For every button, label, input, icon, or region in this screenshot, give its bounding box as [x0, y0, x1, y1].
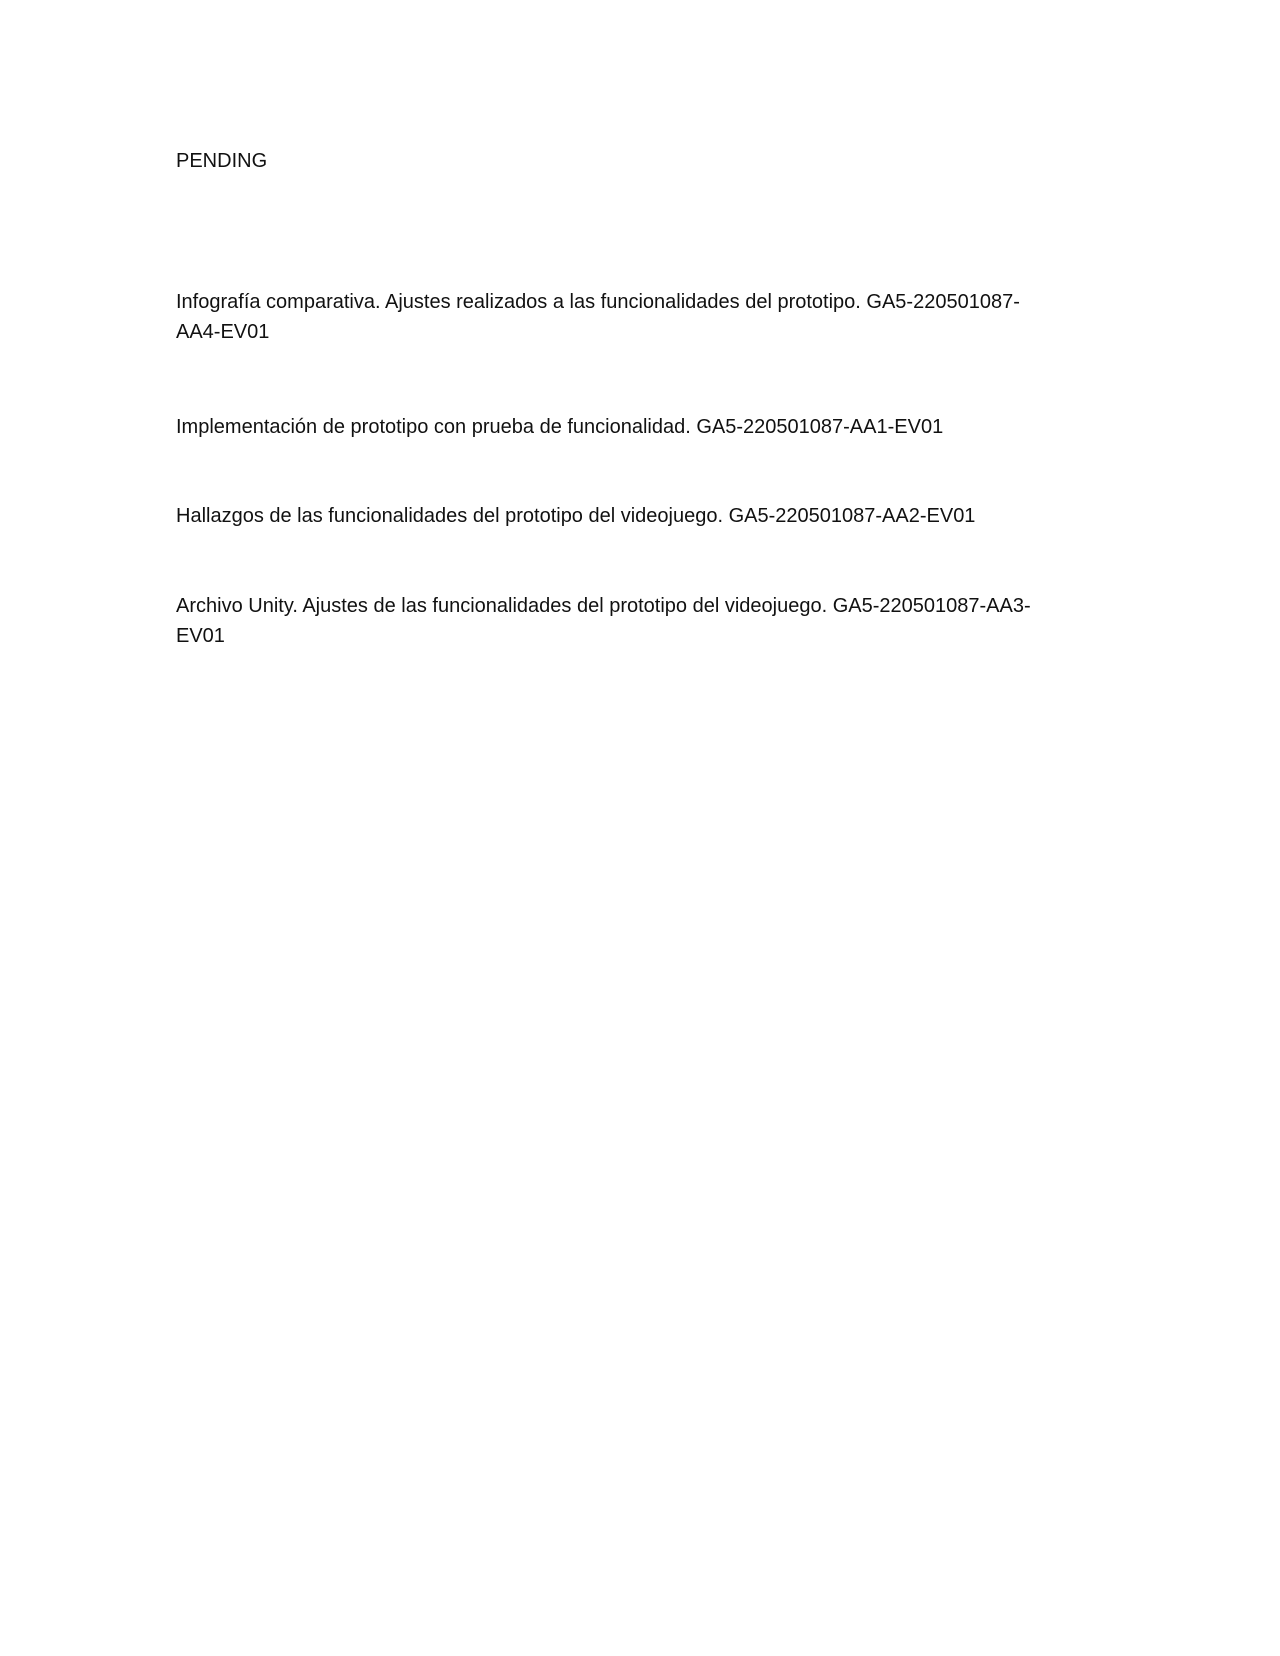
- pending-heading: PENDING: [176, 150, 268, 172]
- item-text-line: AA4-EV01: [176, 321, 270, 343]
- list-item: [176, 501, 1088, 531]
- list-item: [176, 591, 1088, 651]
- pending-list: [176, 287, 1088, 651]
- list-item: [176, 287, 1088, 347]
- item-text-line: EV01: [176, 625, 225, 647]
- item-text-line: Infografía comparativa. Ajustes realizados a las funcionalidades del prototipo. GA5-220501087-: [176, 291, 1020, 313]
- list-item: [176, 412, 1088, 442]
- item-text-line: Implementación de prototipo con prueba de funcionalidad. GA5-220501087-AA1-EV01: [176, 416, 944, 438]
- item-text-line: Hallazgos de las funcionalidades del prototipo del videojuego. GA5-220501087-AA2-EV01: [176, 505, 976, 527]
- document-body: [176, 146, 1088, 716]
- item-text-line: Archivo Unity. Ajustes de las funcionalidades del prototipo del videojuego. GA5-220501087-AA3-: [176, 595, 1031, 617]
